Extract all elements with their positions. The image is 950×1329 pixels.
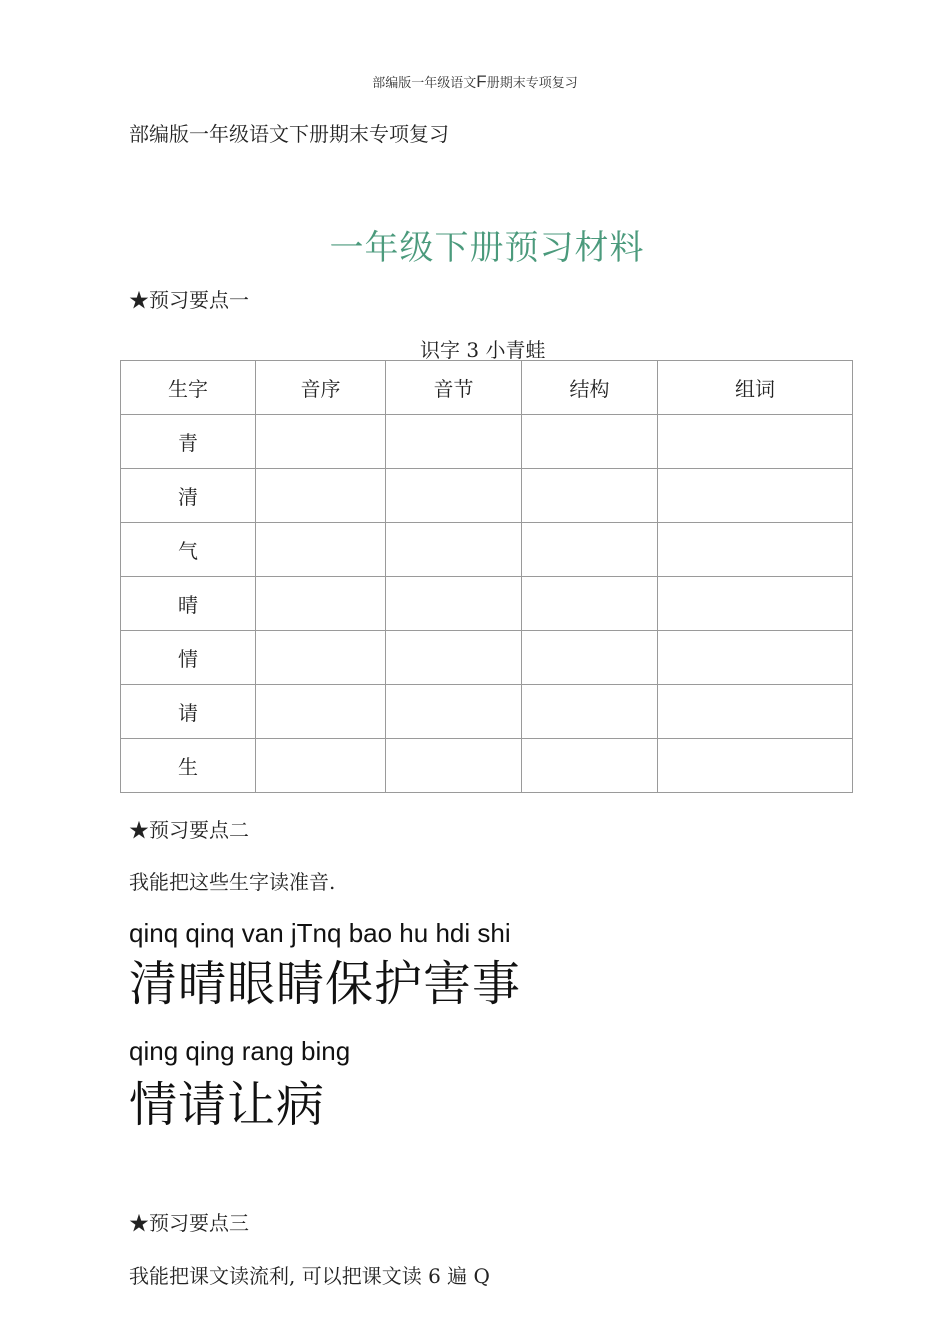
words-cell[interactable] <box>658 523 853 577</box>
character-table <box>120 360 853 793</box>
structure-cell[interactable] <box>522 415 658 469</box>
syllable-cell[interactable] <box>386 631 522 685</box>
initial-cell[interactable] <box>256 739 386 793</box>
point3-instruction: 我能把课文读流利, 可以把课文读 6 遍 Q <box>129 1264 490 1288</box>
words-cell[interactable] <box>658 415 853 469</box>
table-row <box>121 685 853 739</box>
header-letter: F <box>476 72 487 91</box>
character-cell: 青 <box>121 415 256 469</box>
hanzi-line-1: 清晴眼睛保护害事 <box>129 956 522 1012</box>
column-header-structure: 结构 <box>522 361 658 415</box>
column-header-initial: 音序 <box>256 361 386 415</box>
words-cell[interactable] <box>658 577 853 631</box>
syllable-cell[interactable] <box>386 523 522 577</box>
document-subtitle: 部编版一年级语文下册期末专项复习 <box>129 122 449 146</box>
initial-cell[interactable] <box>256 523 386 577</box>
pinyin-line-1: qinq qinq van jTnq bao hu hdi shi <box>129 918 511 948</box>
initial-cell[interactable] <box>256 577 386 631</box>
table-row <box>121 415 853 469</box>
main-title: 一年级下册预习材料 <box>329 228 645 268</box>
table-header-row <box>121 361 853 415</box>
table-caption: 识字 3 小青蛙 <box>420 338 546 362</box>
structure-cell[interactable] <box>522 577 658 631</box>
hanzi-line-2: 情请让病 <box>129 1077 326 1133</box>
syllable-cell[interactable] <box>386 415 522 469</box>
point3-heading: ★预习要点三 <box>129 1211 249 1235</box>
character-cell: 请 <box>121 685 256 739</box>
character-cell: 清 <box>121 469 256 523</box>
point1-heading: ★预习要点一 <box>129 288 249 312</box>
structure-cell[interactable] <box>522 685 658 739</box>
initial-cell[interactable] <box>256 685 386 739</box>
page-header <box>0 72 950 92</box>
character-cell: 情 <box>121 631 256 685</box>
column-header-words: 组词 <box>658 361 853 415</box>
words-cell[interactable] <box>658 685 853 739</box>
table-row <box>121 523 853 577</box>
syllable-cell[interactable] <box>386 577 522 631</box>
character-cell: 气 <box>121 523 256 577</box>
column-header-character: 生字 <box>121 361 256 415</box>
point2-heading: ★预习要点二 <box>129 818 249 842</box>
structure-cell[interactable] <box>522 739 658 793</box>
header-text-post: 册期末专项复习 <box>486 76 578 91</box>
initial-cell[interactable] <box>256 469 386 523</box>
point2-instruction: 我能把这些生字读准音. <box>129 870 336 894</box>
words-cell[interactable] <box>658 469 853 523</box>
structure-cell[interactable] <box>522 523 658 577</box>
syllable-cell[interactable] <box>386 469 522 523</box>
table-row <box>121 631 853 685</box>
table-row <box>121 577 853 631</box>
words-cell[interactable] <box>658 739 853 793</box>
character-cell: 生 <box>121 739 256 793</box>
pinyin-line-2: qing qing rang bing <box>129 1036 351 1066</box>
character-cell: 晴 <box>121 577 256 631</box>
column-header-syllable: 音节 <box>386 361 522 415</box>
table-row <box>121 469 853 523</box>
structure-cell[interactable] <box>522 469 658 523</box>
table-row <box>121 739 853 793</box>
initial-cell[interactable] <box>256 415 386 469</box>
syllable-cell[interactable] <box>386 739 522 793</box>
words-cell[interactable] <box>658 631 853 685</box>
structure-cell[interactable] <box>522 631 658 685</box>
initial-cell[interactable] <box>256 631 386 685</box>
syllable-cell[interactable] <box>386 685 522 739</box>
header-text-pre: 部编版一年级语文 <box>372 76 477 91</box>
